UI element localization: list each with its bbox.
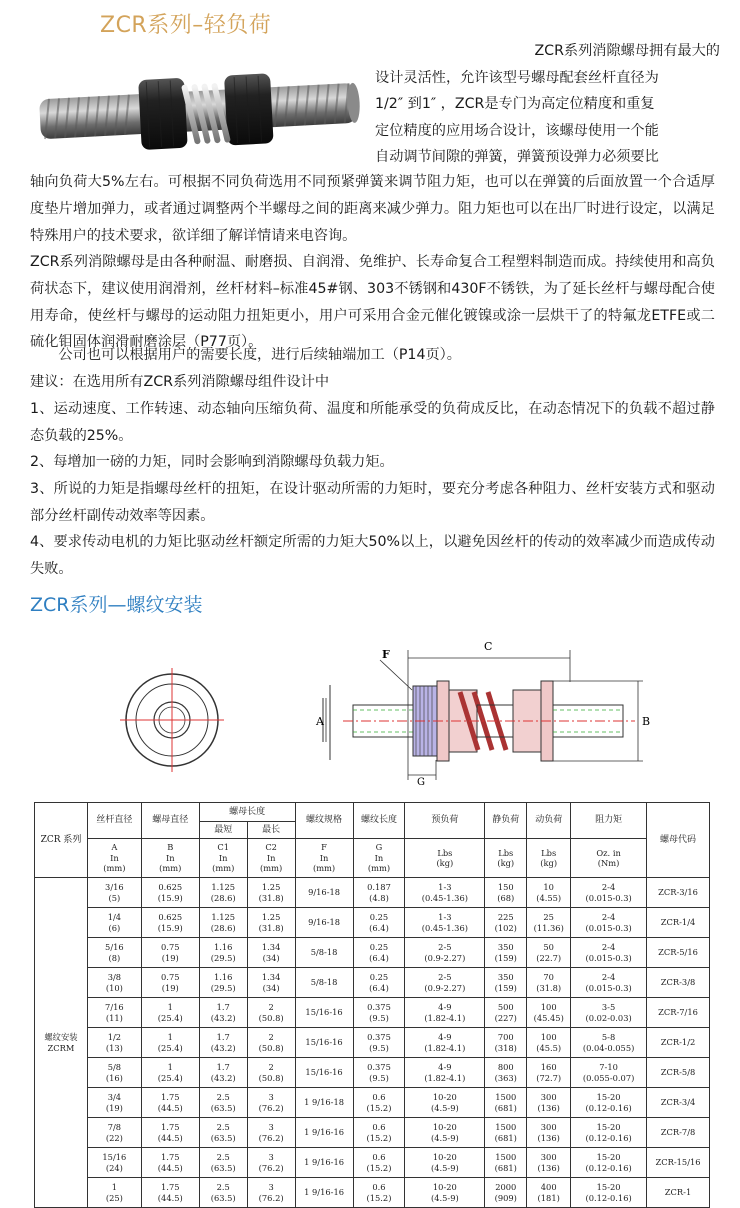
- table-cell: 2.5 (63.5): [199, 1088, 247, 1118]
- lead-screw-nut-illustration: [36, 55, 362, 173]
- nut-code-cell: ZCR-1: [647, 1178, 710, 1208]
- table-cell: 2.5 (63.5): [199, 1148, 247, 1178]
- column-header: 最短: [199, 822, 247, 839]
- table-corner-cell: ZCR 系列: [35, 803, 88, 878]
- table-cell: 1.75 (44.5): [141, 1118, 199, 1148]
- spec-table: [34, 802, 710, 1208]
- table-cell: 50 (22.7): [527, 938, 571, 968]
- section-title: ZCR系列—螺纹安装: [30, 594, 203, 616]
- table-cell: 1 (25.4): [141, 1058, 199, 1088]
- list-item: 2、每增加一磅的力矩，同时会影响到消隙螺母负载力矩。: [30, 454, 394, 470]
- table-cell: 5/8-18: [295, 938, 353, 968]
- nut-code-cell: ZCR-15/16: [647, 1148, 710, 1178]
- unit-header: B In (mm): [141, 839, 199, 878]
- table-cell: 300 (136): [527, 1118, 571, 1148]
- table-cell: 0.375 (9.5): [353, 1058, 405, 1088]
- intro-line: 自动调节间隙的弹簧，弹簧预设弹力必须要比: [375, 149, 659, 165]
- table-cell: 225 (102): [485, 908, 527, 938]
- table-row: [35, 908, 710, 938]
- table-cell: 0.375 (9.5): [353, 998, 405, 1028]
- table-row: [35, 938, 710, 968]
- column-header: 阻力矩: [571, 803, 647, 839]
- table-cell: 1 (25): [87, 1178, 141, 1208]
- table-cell: 5/8 (16): [87, 1058, 141, 1088]
- table-cell: 15-20 (0.12-0.16): [571, 1088, 647, 1118]
- column-header: 最长: [247, 822, 295, 839]
- table-cell: 0.6 (15.2): [353, 1178, 405, 1208]
- table-cell: 1 (25.4): [141, 998, 199, 1028]
- table-row: [35, 1118, 710, 1148]
- intro-text: [375, 38, 720, 171]
- table-cell: 400 (181): [527, 1178, 571, 1208]
- paragraph: 公司也可以根据用户的需要长度，进行后续轴端加工（P14页）。: [30, 347, 461, 363]
- table-cell: 1.7 (43.2): [199, 1058, 247, 1088]
- table-cell: 3 (76.2): [247, 1178, 295, 1208]
- nut-code-cell: ZCR-7/16: [647, 998, 710, 1028]
- side-view: [315, 640, 650, 785]
- table-cell: 3-5 (0.02-0.03): [571, 998, 647, 1028]
- table-cell: 1 9/16-18: [295, 1088, 353, 1118]
- table-cell: 0.75 (19): [141, 938, 199, 968]
- paragraph: 轴向负荷大5%左右。可根据不同负荷选用不同预紧弹簧来调节阻力矩，也可以在弹簧的后面放置一个合适厚度垫片增加弹力，或者通过调整两个半螺母之间的距离来减少弹力。阻力矩也可以在出厂时进行设定，以满足特殊用户的技术要求，欲详细了解详情请来电咨询。: [30, 174, 715, 244]
- table-cell: 150 (68): [485, 878, 527, 908]
- table-cell: 15/16-16: [295, 1058, 353, 1088]
- table-cell: 160 (72.7): [527, 1058, 571, 1088]
- table-cell: 15-20 (0.12-0.16): [571, 1148, 647, 1178]
- table-cell: 0.625 (15.9): [141, 908, 199, 938]
- table-cell: 2-4 (0.015-0.3): [571, 968, 647, 998]
- column-header: 静负荷: [485, 803, 527, 839]
- table-cell: 1500 (681): [485, 1148, 527, 1178]
- unit-header: Oz. in (Nm): [571, 839, 647, 878]
- table-cell: 2000 (909): [485, 1178, 527, 1208]
- list-item: 1、运动速度、工作转速、动态轴向压缩负荷、温度和所能承受的负荷成反比，在动态情况下的负载不超过静态负载的25%。: [30, 401, 715, 444]
- table-cell: 1.16 (29.5): [199, 938, 247, 968]
- table-cell: 4-9 (1.82-4.1): [405, 998, 485, 1028]
- table-cell: 1.7 (43.2): [199, 1028, 247, 1058]
- intro-line: ZCR系列消隙螺母拥有最大的: [534, 43, 720, 59]
- list-item: 3、所说的力矩是指螺母丝杆的扭矩，在设计驱动所需的力矩时，要充分考虑各种阻力、丝杆安装方式和驱动部分丝杆副传动效率等因素。: [30, 481, 715, 524]
- table-cell: 15-20 (0.12-0.16): [571, 1118, 647, 1148]
- table-cell: 1.25 (31.8): [247, 878, 295, 908]
- column-header: 螺纹长度: [353, 803, 405, 839]
- table-cell: 1.75 (44.5): [141, 1148, 199, 1178]
- table-cell: 3/16 (5): [87, 878, 141, 908]
- table-cell: 3/4 (19): [87, 1088, 141, 1118]
- table-cell: 10-20 (4.5-9): [405, 1178, 485, 1208]
- table-cell: 0.187 (4.8): [353, 878, 405, 908]
- table-row: [35, 1148, 710, 1178]
- table-cell: 1-3 (0.45-1.36): [405, 908, 485, 938]
- column-header: 螺母代码: [647, 803, 710, 878]
- table-cell: 7/16 (11): [87, 998, 141, 1028]
- table-cell: 2-4 (0.015-0.3): [571, 908, 647, 938]
- table-cell: 9/16-18: [295, 908, 353, 938]
- nut-code-cell: ZCR-5/16: [647, 938, 710, 968]
- table-cell: 1.125 (28.6): [199, 878, 247, 908]
- table-cell: 0.25 (6.4): [353, 908, 405, 938]
- unit-header: Lbs (kg): [405, 839, 485, 878]
- table-cell: 1.75 (44.5): [141, 1088, 199, 1118]
- table-cell: 15-20 (0.12-0.16): [571, 1178, 647, 1208]
- table-row: [35, 1088, 710, 1118]
- table-header-row: [35, 803, 710, 822]
- table-cell: 700 (318): [485, 1028, 527, 1058]
- table-cell: 300 (136): [527, 1148, 571, 1178]
- intro-line: 设计灵活性，允许该型号螺母配套丝杆直径为: [375, 69, 659, 86]
- table-cell: 1.7 (43.2): [199, 998, 247, 1028]
- table-cell: 1.75 (44.5): [141, 1178, 199, 1208]
- table-row: [35, 998, 710, 1028]
- table-cell: 300 (136): [527, 1088, 571, 1118]
- table-cell: 2 (50.8): [247, 1058, 295, 1088]
- column-header: 预负荷: [405, 803, 485, 839]
- table-row: [35, 968, 710, 998]
- table-cell: 100 (45.45): [527, 998, 571, 1028]
- table-cell: 0.625 (15.9): [141, 878, 199, 908]
- table-cell: 1 (25.4): [141, 1028, 199, 1058]
- table-cell: 3/8 (10): [87, 968, 141, 998]
- table-cell: 350 (159): [485, 968, 527, 998]
- table-row: [35, 878, 710, 908]
- paragraph: ZCR系列消隙螺母是由各种耐温、耐磨损、自润滑、免维护、长寿命复合工程塑料制造而成。持续使用和高负荷状态下，建议使用润滑剂，丝杆材料–标准45#钢、303不锈钢和430F不锈铁，为了延长丝杆与螺母配合使用寿命，使丝杆与螺母的运动阻力扭矩更小，用户可采用合金元催化镀镍或涂一层烘干了的特氟龙ETFE或二硫化钼固体润滑耐磨涂层（P77页）。: [30, 254, 715, 351]
- table-cell: 2.5 (63.5): [199, 1178, 247, 1208]
- table-cell: 5-8 (0.04-0.055): [571, 1028, 647, 1058]
- table-units-row: [35, 839, 710, 878]
- table-cell: 5/8-18: [295, 968, 353, 998]
- table-cell: 1500 (681): [485, 1088, 527, 1118]
- table-cell: 10-20 (4.5-9): [405, 1088, 485, 1118]
- table-cell: 1 9/16-16: [295, 1178, 353, 1208]
- table-cell: 0.25 (6.4): [353, 938, 405, 968]
- dim-f-label: F: [382, 648, 390, 661]
- table-cell: 1.34 (34): [247, 938, 295, 968]
- table-cell: 2-4 (0.015-0.3): [571, 878, 647, 908]
- unit-header: A In (mm): [87, 839, 141, 878]
- table-cell: 1 9/16-16: [295, 1118, 353, 1148]
- table-row: [35, 1178, 710, 1208]
- nut-code-cell: ZCR-1/4: [647, 908, 710, 938]
- table-cell: 1.16 (29.5): [199, 968, 247, 998]
- table-cell: 4-9 (1.82-4.1): [405, 1058, 485, 1088]
- table-cell: 10 (4.55): [527, 878, 571, 908]
- table-cell: 3 (76.2): [247, 1088, 295, 1118]
- nut-code-cell: ZCR-5/8: [647, 1058, 710, 1088]
- table-cell: 0.6 (15.2): [353, 1148, 405, 1178]
- end-view: [120, 668, 224, 772]
- dim-b-label: B: [642, 715, 651, 728]
- table-cell: 1/2 (13): [87, 1028, 141, 1058]
- table-cell: 9/16-18: [295, 878, 353, 908]
- dim-g-label: G: [417, 777, 425, 785]
- table-cell: 25 (11.36): [527, 908, 571, 938]
- unit-header: C1 In (mm): [199, 839, 247, 878]
- dim-c-label: C: [484, 640, 493, 653]
- table-cell: 100 (45.5): [527, 1028, 571, 1058]
- group-label-cell: 螺纹安装 ZCRM: [35, 878, 88, 1208]
- table-cell: 0.25 (6.4): [353, 968, 405, 998]
- intro-line: 定位精度的应用场合设计，该螺母使用一个能: [375, 122, 659, 139]
- table-row: [35, 1058, 710, 1088]
- page-title: ZCR系列–轻负荷: [100, 13, 272, 38]
- intro-line: 1/2″ 到1″ ，ZCR是专门为高定位精度和重复: [375, 96, 655, 112]
- table-cell: 2-4 (0.015-0.3): [571, 938, 647, 968]
- column-header: 螺纹规格: [295, 803, 353, 839]
- dim-a-label: A: [316, 715, 324, 728]
- table-cell: 0.375 (9.5): [353, 1028, 405, 1058]
- nut-code-cell: ZCR-3/8: [647, 968, 710, 998]
- table-cell: 1-3 (0.45-1.36): [405, 878, 485, 908]
- nut-code-cell: ZCR-1/2: [647, 1028, 710, 1058]
- table-cell: 2.5 (63.5): [199, 1118, 247, 1148]
- nut-code-cell: ZCR-3/4: [647, 1088, 710, 1118]
- table-cell: 7-10 (0.055-0.07): [571, 1058, 647, 1088]
- table-cell: 7/8 (22): [87, 1118, 141, 1148]
- table-cell: 70 (31.8): [527, 968, 571, 998]
- paragraph: 建议：在选用所有ZCR系列消隙螺母组件设计中: [30, 374, 330, 390]
- table-cell: 0.6 (15.2): [353, 1088, 405, 1118]
- table-cell: 1.34 (34): [247, 968, 295, 998]
- table-cell: 5/16 (8): [87, 938, 141, 968]
- column-header: 螺母直径: [141, 803, 199, 839]
- unit-header: C2 In (mm): [247, 839, 295, 878]
- table-cell: 15/16-16: [295, 1028, 353, 1058]
- table-cell: 2 (50.8): [247, 1028, 295, 1058]
- table-cell: 3 (76.2): [247, 1148, 295, 1178]
- table-cell: 350 (159): [485, 938, 527, 968]
- table-cell: 15/16-16: [295, 998, 353, 1028]
- nut-code-cell: ZCR-7/8: [647, 1118, 710, 1148]
- column-header: 螺母长度: [199, 803, 295, 822]
- table-cell: 1 9/16-16: [295, 1148, 353, 1178]
- nut-code-cell: ZCR-3/16: [647, 878, 710, 908]
- table-cell: 2 (50.8): [247, 998, 295, 1028]
- table-cell: 2-5 (0.9-2.27): [405, 938, 485, 968]
- table-cell: 2-5 (0.9-2.27): [405, 968, 485, 998]
- table-cell: 1.125 (28.6): [199, 908, 247, 938]
- unit-header: Lbs (kg): [485, 839, 527, 878]
- table-cell: 500 (227): [485, 998, 527, 1028]
- table-cell: 10-20 (4.5-9): [405, 1148, 485, 1178]
- unit-header: Lbs (kg): [527, 839, 571, 878]
- column-header: 丝杆直径: [87, 803, 141, 839]
- table-cell: 10-20 (4.5-9): [405, 1118, 485, 1148]
- unit-header: G In (mm): [353, 839, 405, 878]
- column-header: 动负荷: [527, 803, 571, 839]
- table-cell: 0.75 (19): [141, 968, 199, 998]
- table-cell: 0.6 (15.2): [353, 1118, 405, 1148]
- table-cell: 4-9 (1.82-4.1): [405, 1028, 485, 1058]
- unit-header: F In (mm): [295, 839, 353, 878]
- table-cell: 1.25 (31.8): [247, 908, 295, 938]
- table-cell: 800 (363): [485, 1058, 527, 1088]
- table-cell: 3 (76.2): [247, 1118, 295, 1148]
- table-cell: 1500 (681): [485, 1118, 527, 1148]
- nut-technical-drawing: [100, 630, 660, 785]
- table-cell: 15/16 (24): [87, 1148, 141, 1178]
- table-cell: 1/4 (6): [87, 908, 141, 938]
- list-item: 4、要求传动电机的力矩比驱动丝杆额定所需的力矩大50%以上，以避免因丝杆的传动的效率减少而造成传动失败。: [30, 534, 715, 577]
- table-row: [35, 1028, 710, 1058]
